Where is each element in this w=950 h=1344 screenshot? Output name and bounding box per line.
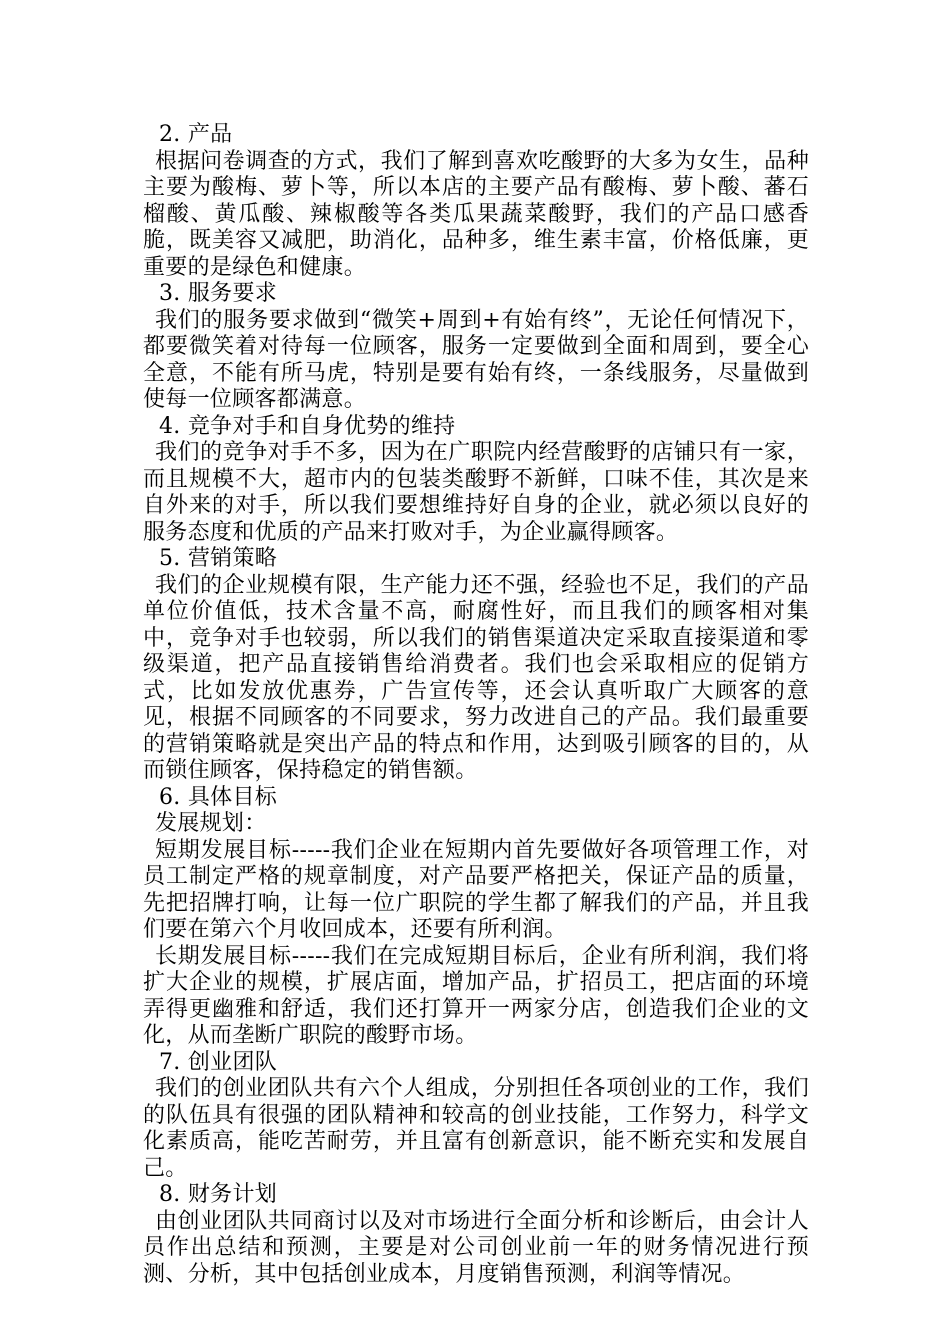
section-marketing-strategy <box>143 546 809 785</box>
paragraph: 短期发展目标-----我们企业在短期内首先要做好各项管理工作，对员工制定严格的规章制度，对产品要严格把关，保证产品的质量，先把招牌打响，让每一位广职院的学生都了解我们的产品，并且我们要在第六个月收回成本，还要有所利润。 <box>143 837 809 942</box>
paragraph: 发展规划： <box>155 811 267 836</box>
section-heading: 4. 竞争对手和自身优势的维持 <box>159 413 456 439</box>
section-product <box>143 122 809 281</box>
section-competition <box>143 414 809 547</box>
section-financial-plan <box>143 1182 809 1288</box>
section-service-requirements <box>143 281 809 414</box>
section-specific-goals <box>143 785 809 1050</box>
paragraph: 我们的创业团队共有六个人组成，分别担任各项创业的工作，我们的队伍具有很强的团队精神和较高的创业技能，工作努力，科学文化素质高，能吃苦耐劳，并且富有创新意识，能不断充实和发展自己。 <box>143 1076 809 1181</box>
section-heading: 3. 服务要求 <box>159 281 278 306</box>
section-heading: 7. 创业团队 <box>159 1049 278 1075</box>
paragraph: 我们的企业规模有限，生产能力还不强，经验也不足，我们的产品单位价值低，技术含量不高，耐腐性好，而且我们的顾客相对集中，竞争对手也较弱，所以我们的销售渠道决定采取直接渠道和零级渠道，把产品直接销售给消费者。我们也会采取相应的促销方式，比如发放优惠券，广告宣传等，还会认真听取广大顾客的意见，根据不同顾客的不同要求，努力改进自己的产品。我们最重要的营销策略就是突出产品的特点和作用，达到吸引顾客的目的，从而锁住顾客，保持稳定的销售额。 <box>143 572 809 783</box>
section-heading: 8. 财务计划 <box>159 1182 278 1207</box>
document-page <box>143 122 809 1288</box>
section-startup-team <box>143 1050 809 1183</box>
paragraph: 长期发展目标-----我们在完成短期目标后，企业有所利润，我们将扩大企业的规模，扩展店面，增加产品，扩招员工，把店面的环境弄得更幽雅和舒适，我们还打算开一两家分店，创造我们企业的文化，从而垄断广职院的酸野市场。 <box>143 943 809 1048</box>
section-heading: 5. 营销策略 <box>159 546 278 571</box>
paragraph: 根据问卷调查的方式，我们了解到喜欢吃酸野的大多为女生，品种主要为酸梅、萝卜等，所以本店的主要产品有酸梅、萝卜酸、蕃石榴酸、黄瓜酸、辣椒酸等各类瓜果蔬菜酸野，我们的产品口感香脆，既美容又减肥，助消化，品种多，维生素丰富，价格低廉，更重要的是绿色和健康。 <box>143 148 809 280</box>
paragraph: 由创业团队共同商讨以及对市场进行全面分析和诊断后，由会计人员作出总结和预测，主要是对公司创业前一年的财务情况进行预测、分析，其中包括创业成本，月度销售预测，利润等情况。 <box>143 1208 809 1287</box>
section-heading: 6. 具体目标 <box>159 784 278 810</box>
paragraph: 我们的服务要求做到“微笑+周到+有始有终”，无论任何情况下，都要微笑着对待每一位顾客，服务一定要做到全面和周到，要全心全意，不能有所马虎，特别是要有始有终，一条线服务，尽量做到使每一位顾客都满意。 <box>143 307 809 412</box>
paragraph: 我们的竞争对手不多，因为在广职院内经营酸野的店铺只有一家，而且规模不大，超市内的包装类酸野不新鲜，口味不佳，其次是来自外来的对手，所以我们要想维持好自身的企业，就必须以良好的服务态度和优质的产品来打败对手，为企业赢得顾客。 <box>143 440 809 545</box>
section-heading: 2. 产品 <box>159 122 233 147</box>
